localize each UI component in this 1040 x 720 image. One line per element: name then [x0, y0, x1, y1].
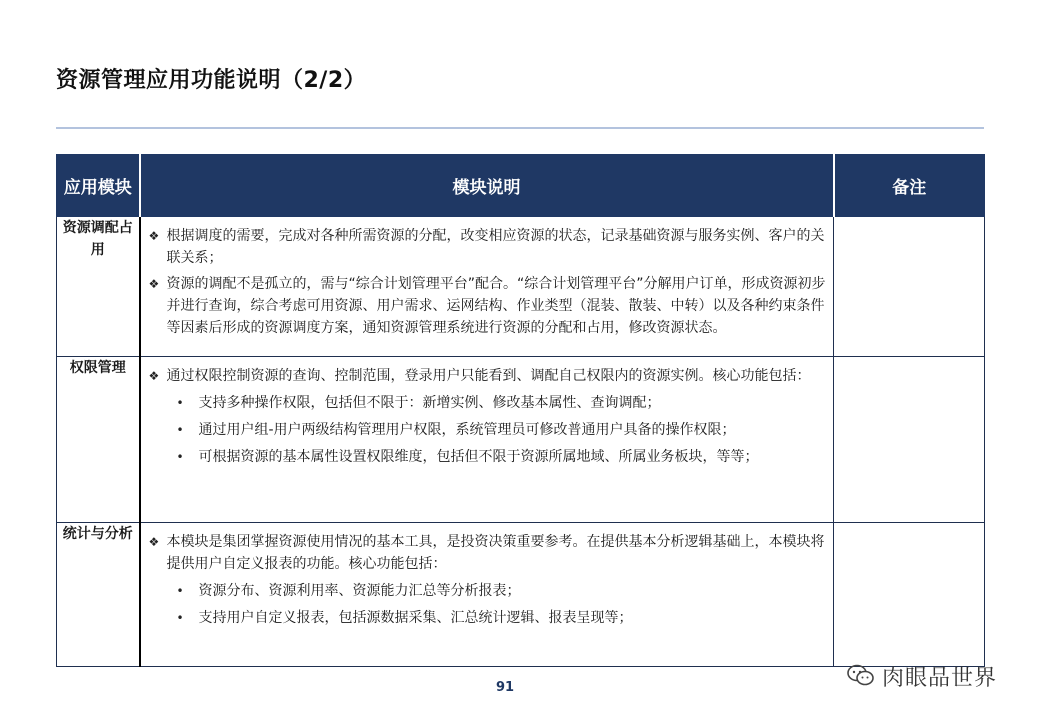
header-description: 模块说明 — [140, 155, 834, 217]
sub-point-text: 资源分布、资源利用率、资源能力汇总等分析报表； — [198, 583, 521, 599]
sub-point-text: 支持用户自定义报表，包括源数据采集、汇总统计逻辑、报表呈现等； — [198, 610, 633, 626]
sub-list-item — [177, 580, 828, 602]
wechat-icon — [846, 663, 876, 691]
dot-bullet-icon: • — [176, 450, 184, 464]
module-name: 统计与分析 — [57, 523, 140, 667]
list-item — [149, 273, 828, 339]
diamond-bullet-icon: ❖ — [148, 229, 160, 243]
dot-bullet-icon: • — [176, 584, 184, 598]
list-item — [149, 365, 828, 387]
diamond-bullet-icon: ❖ — [148, 277, 160, 291]
page-title: 资源管理应用功能说明（2/2） — [56, 68, 367, 93]
sub-list-item — [177, 607, 828, 629]
watermark — [846, 661, 997, 692]
module-note — [834, 217, 985, 357]
diamond-bullet-icon: ❖ — [148, 535, 160, 549]
header-note: 备注 — [834, 155, 985, 217]
module-note — [834, 357, 985, 523]
sub-point-text: 可根据资源的基本属性设置权限维度，包括但不限于资源所属地域、所属业务板块，等等； — [198, 449, 759, 465]
list-item — [149, 531, 828, 575]
function-table — [56, 154, 985, 667]
table-row — [57, 523, 985, 667]
watermark-text: 肉眼品世界 — [882, 666, 998, 691]
sub-point-text: 通过用户组-用户两级结构管理用户权限，系统管理员可修改普通用户具备的操作权限； — [198, 422, 736, 438]
sub-list-item — [177, 446, 828, 468]
module-name: 资源调配占用 — [57, 217, 140, 357]
module-description — [140, 357, 834, 523]
diamond-bullet-icon: ❖ — [148, 369, 160, 383]
point-text: 根据调度的需要，完成对各种所需资源的分配，改变相应资源的状态，记录基础资源与服务实例、客户的关联关系； — [166, 228, 825, 266]
sub-point-text: 支持多种操作权限，包括但不限于：新增实例、修改基本属性、查询调配； — [198, 395, 661, 411]
page-number: 91 — [496, 680, 515, 695]
point-text: 资源的调配不是孤立的，需与“综合计划管理平台”配合。“综合计划管理平台”分解用户订单，形成资源初步并进行查询，综合考虑可用资源、用户需求、运网结构、作业类型（混装、散装、中转）以及各种约束条件等因素后形成的资源调度方案，通知资源管理系统进行资源的分配和占用，修改资源状态。 — [166, 276, 826, 336]
list-item — [149, 225, 828, 269]
dot-bullet-icon: • — [176, 396, 184, 410]
table-row — [57, 217, 985, 357]
table-header-row — [57, 155, 985, 217]
sub-list-item — [177, 419, 828, 441]
module-description — [140, 217, 834, 357]
point-text: 通过权限控制资源的查询、控制范围，登录用户只能看到、调配自己权限内的资源实例。核心功能包括： — [166, 368, 811, 384]
module-description — [140, 523, 834, 667]
dot-bullet-icon: • — [176, 423, 184, 437]
title-divider — [56, 127, 984, 129]
sub-list-item — [177, 392, 828, 414]
point-text: 本模块是集团掌握资源使用情况的基本工具，是投资决策重要参考。在提供基本分析逻辑基础上，本模块将提供用户自定义报表的功能。核心功能包括： — [166, 534, 825, 572]
module-name: 权限管理 — [57, 357, 140, 523]
table-row — [57, 357, 985, 523]
header-module: 应用模块 — [57, 155, 140, 217]
module-note — [834, 523, 985, 667]
dot-bullet-icon: • — [176, 611, 184, 625]
